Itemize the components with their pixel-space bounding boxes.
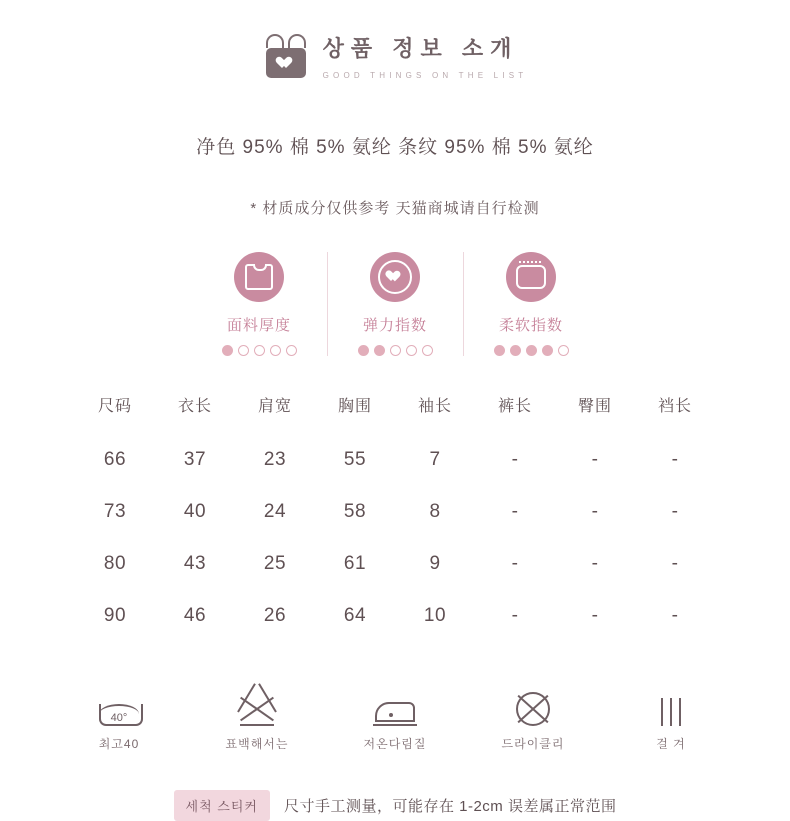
rating-group	[0, 252, 790, 356]
rating-dot	[222, 345, 233, 356]
rating-label: 弹力指数	[362, 317, 427, 334]
page-subtitle: GOOD THINGS ON THE LIST	[322, 71, 528, 80]
table-cell: 37	[183, 449, 207, 470]
table-cell: -	[591, 553, 599, 574]
rating-dot	[542, 345, 553, 356]
rating-dots	[328, 345, 463, 356]
hang-dry-icon	[625, 686, 717, 726]
care-label: 걸 겨	[656, 737, 686, 751]
table-row	[75, 590, 715, 642]
table-cell: 73	[103, 501, 127, 522]
pillow-icon	[506, 252, 556, 302]
table-row	[75, 538, 715, 590]
table-cell: 40	[183, 501, 207, 522]
no-dry-clean-icon	[487, 686, 579, 726]
table-cell: 90	[103, 605, 127, 626]
column-header: 尺码	[97, 398, 132, 415]
table-cell: 58	[343, 501, 367, 522]
wash-temp-label: 40°	[110, 712, 128, 724]
rating-dot	[374, 345, 385, 356]
care-item-no-dry-clean	[487, 686, 579, 752]
rating-dot	[406, 345, 417, 356]
table-cell: 23	[263, 449, 287, 470]
table-cell: 8	[429, 501, 441, 522]
rating-dot	[286, 345, 297, 356]
table-cell: 55	[343, 449, 367, 470]
table-cell: -	[671, 605, 679, 626]
rating-dots	[192, 345, 327, 356]
low-iron-icon	[349, 686, 441, 726]
shirt-glyph	[245, 264, 273, 290]
material-note: * 材质成分仅供参考 天猫商城请自行检测	[250, 200, 540, 217]
care-label: 최고40	[98, 737, 140, 751]
table-cell: 43	[183, 553, 207, 574]
measurement-note: 尺寸手工测量，可能存在 1-2cm 误差属正常范围	[283, 798, 617, 815]
table-cell: 80	[103, 553, 127, 574]
table-cell: -	[591, 449, 599, 470]
care-item-wash	[73, 686, 165, 752]
table-row	[75, 434, 715, 486]
rating-label: 柔软指数	[498, 317, 563, 334]
wash-tub-40-icon	[73, 686, 165, 726]
logo-ears	[266, 34, 306, 48]
care-item-hang-dry	[625, 686, 717, 752]
rating-fabric-thickness	[192, 252, 327, 356]
table-cell: -	[671, 501, 679, 522]
column-header: 裆长	[657, 398, 692, 415]
rating-dot	[422, 345, 433, 356]
table-cell: -	[511, 605, 519, 626]
table-cell: -	[671, 553, 679, 574]
bear-heart-logo-icon	[263, 34, 309, 82]
table-cell: -	[591, 605, 599, 626]
heart-ring-glyph	[378, 260, 412, 294]
rating-dots	[464, 345, 599, 356]
page-title: 상품 정보 소개	[322, 36, 519, 61]
size-table	[75, 392, 715, 642]
table-cell: 9	[429, 553, 441, 574]
table-cell: 26	[263, 605, 287, 626]
table-cell: 46	[183, 605, 207, 626]
table-row	[75, 486, 715, 538]
logo-ear-left	[266, 34, 284, 48]
logo-ear-right	[288, 34, 306, 48]
rating-elasticity	[327, 252, 463, 356]
table-cell: 25	[263, 553, 287, 574]
footer	[0, 790, 790, 821]
status-badge: 세척 스티커	[174, 790, 270, 821]
rating-dot	[526, 345, 537, 356]
rating-dot	[358, 345, 369, 356]
column-header: 袖长	[417, 398, 452, 415]
care-label: 저온다림질	[363, 737, 427, 751]
column-header: 肩宽	[257, 398, 292, 415]
rating-dot	[254, 345, 265, 356]
column-header: 衣长	[177, 398, 212, 415]
rating-dot	[558, 345, 569, 356]
rating-dot	[510, 345, 521, 356]
table-cell: -	[511, 553, 519, 574]
table-cell: 7	[429, 449, 441, 470]
material-composition: 净色 95% 棉 5% 氨纶 条纹 95% 棉 5% 氨纶	[196, 137, 594, 158]
shirt-icon	[234, 252, 284, 302]
care-item-low-iron	[349, 686, 441, 752]
column-header: 胸围	[337, 398, 372, 415]
rating-dot	[238, 345, 249, 356]
care-item-no-bleach	[211, 686, 303, 752]
table-cell: 24	[263, 501, 287, 522]
table-cell: 66	[103, 449, 127, 470]
no-bleach-icon	[211, 686, 303, 726]
heart-circle-icon	[370, 252, 420, 302]
table-cell: -	[511, 449, 519, 470]
pillow-glyph	[516, 265, 546, 289]
care-instructions	[0, 686, 790, 752]
column-header: 臀围	[577, 398, 612, 415]
header-texts	[323, 32, 528, 84]
rating-dot	[390, 345, 401, 356]
table-cell: 61	[343, 553, 367, 574]
rating-softness	[463, 252, 599, 356]
page-header	[0, 0, 790, 84]
table-cell: -	[591, 501, 599, 522]
rating-label: 面料厚度	[226, 317, 291, 334]
table-cell: 10	[423, 605, 447, 626]
care-label: 드라이클리	[501, 737, 565, 751]
table-header-row	[75, 392, 715, 434]
table-cell: 64	[343, 605, 367, 626]
table-cell: -	[511, 501, 519, 522]
rating-dot	[494, 345, 505, 356]
column-header: 裤长	[497, 398, 532, 415]
rating-dot	[270, 345, 281, 356]
table-cell: -	[671, 449, 679, 470]
care-label: 표백해서는	[225, 737, 289, 751]
logo-heart-icon	[279, 57, 292, 69]
